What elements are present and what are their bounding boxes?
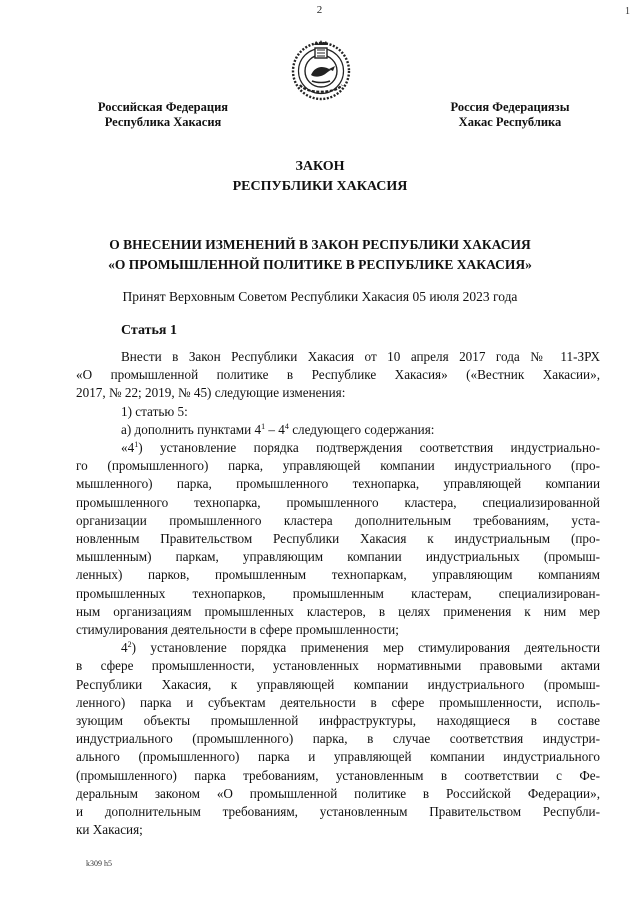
point-4-1-sup: 1: [134, 440, 139, 450]
point-4-1-first-text: ) установление порядка подтверждения соответствия индустриально-: [138, 440, 600, 456]
point-4-1-number: «4: [121, 440, 135, 456]
law-subject: [0, 235, 640, 275]
point-4-1-line: мышленным) паркам, управляющим компании индустриальных (промыш-: [76, 549, 600, 565]
intro-line-3: 2017, № 22; 2019, № 45) следующие изменения:: [76, 385, 346, 401]
point-4-2-line: (промышленного) парка требованиям, установленным в соответствии с Фе-: [76, 767, 600, 783]
header-right-line-2: Хакас Республика: [458, 115, 562, 129]
header-left-line-2: Республика Хакасия: [104, 115, 222, 129]
item-a-sup-2: 4: [284, 421, 289, 431]
point-4-1-line: промышленного технопарка, промышленного кластера, специализированной: [76, 494, 600, 510]
point-4-2-line: ки Хакасия;: [76, 822, 143, 838]
point-4-2-first-line: [76, 639, 600, 657]
item-a-text-2: – 4: [265, 421, 285, 437]
document-code: k309 h5: [86, 859, 112, 868]
point-4-1-line: промышленных технопарков, промышленным кластерам, специализирован-: [76, 585, 600, 601]
point-4-1-line: мышленного) парка, промышленного технопарка, управляющей компании: [76, 476, 600, 492]
point-4-2-first-text: ) установление порядка применения мер стимулирования деятельности: [131, 640, 600, 656]
intro-line-2: «О промышленной политике в Республике Хакасия» («Вестник Хакасии»,: [76, 367, 600, 383]
law-title: [0, 157, 640, 197]
item-a-text-3: следующего содержания:: [288, 421, 435, 437]
corner-mark: 1: [625, 6, 630, 17]
point-4-1-line: ным организациям промышленных кластеров, в целях применения к ним мер: [76, 603, 600, 619]
article-heading: Статья 1: [121, 323, 177, 338]
point-4-1-first-line: [76, 439, 600, 457]
point-4-2-line: в сфере промышленности, установленных нормативными правовыми актами: [76, 658, 600, 674]
point-4-2-line: и дополнительным требованиям, установленным Правительством Республи-: [76, 804, 600, 820]
item-a-sup-1: 1: [261, 421, 266, 431]
adoption-statement: Принят Верховным Советом Республики Хакасия 05 июля 2023 года: [122, 289, 518, 304]
point-4-1-line: стимулирования деятельности в сфере промышленности;: [76, 622, 399, 638]
point-4-2-line: ального (промышленного) парка и управляющей компании индустриального: [76, 749, 600, 765]
law-title-line-2: РЕСПУБЛИКИ ХАКАСИЯ: [232, 179, 408, 194]
coat-of-arms-emblem: [290, 39, 352, 101]
item-a-text-1: а) дополнить пунктами 4: [121, 421, 262, 437]
point-4-1-line: организации промышленного кластера дополнительным требованиям, уста-: [76, 512, 600, 528]
point-4-2-sup: 2: [127, 640, 132, 650]
point-4-2-line: ленного) парка и субъектам деятельности в сфере промышленности, исполь-: [76, 694, 600, 710]
point-4-2-line: зующим объекты промышленной инфраструктуры, находящиеся в составе: [76, 713, 600, 729]
intro-line-1: Внести в Закон Республики Хакасия от 10 апреля 2017 года № 11-ЗРХ: [121, 349, 600, 364]
law-title-line-1: ЗАКОН: [295, 159, 345, 174]
point-4-2-line: Республики Хакасия, к управляющей компании индустриального (промыш-: [76, 676, 600, 692]
point-4-1-line: ленных) парков, промышленным технопаркам, управляющим компаниям: [76, 567, 600, 583]
page-number: 2: [316, 4, 324, 16]
law-subject-line-1: О ВНЕСЕНИИ ИЗМЕНЕНИЙ В ЗАКОН РЕСПУБЛИКИ ХАКАСИЯ: [109, 237, 531, 252]
header-left: [78, 100, 248, 130]
point-4-2-number: 4: [121, 640, 128, 656]
header-right-line-1: Россия Федерациязы: [450, 100, 570, 114]
item-1: 1) статью 5:: [121, 403, 188, 419]
point-4-2-line: индустриального (промышленного) парка, в случае соответствия индустри-: [76, 731, 600, 747]
point-4-2-line: деральным законом «О промышленной политике в Российской Федерации»,: [76, 785, 600, 801]
header-left-line-1: Российская Федерация: [97, 100, 229, 114]
header-right: [420, 100, 600, 130]
article-body: [76, 348, 600, 839]
item-a: [76, 421, 600, 439]
point-4-1-line: го (промышленного) парка, управляющей компании индустриального (про-: [76, 458, 600, 474]
law-subject-line-2: «О ПРОМЫШЛЕННОЙ ПОЛИТИКЕ В РЕСПУБЛИКЕ ХАКАСИЯ»: [108, 257, 532, 272]
point-4-1-line: новленным Правительством Республики Хакасия к индустриальным (про-: [76, 531, 600, 547]
